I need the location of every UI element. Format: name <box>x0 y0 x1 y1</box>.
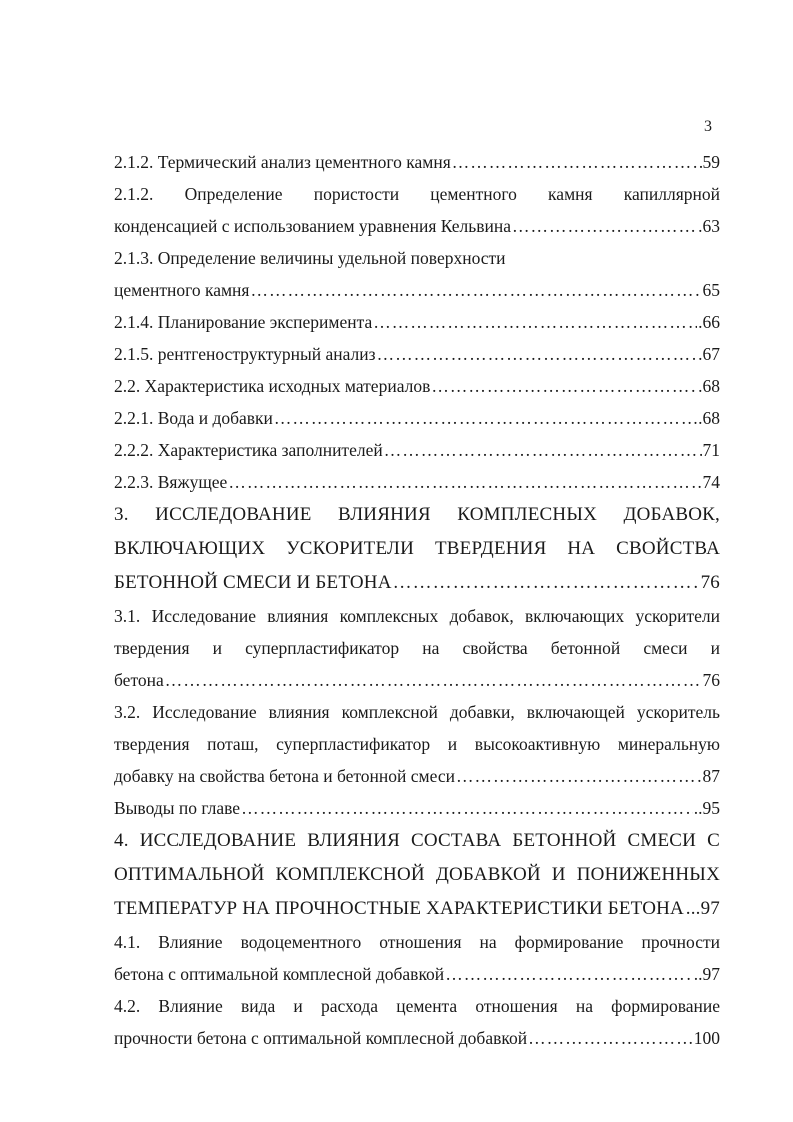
toc-entry-page: .63 <box>698 216 720 236</box>
page-number: 3 <box>704 118 712 135</box>
toc-entry-3-2-line: 3.2. Исследование влияния комплексной добавки, включающей ускоритель <box>114 702 720 722</box>
toc-entry-chapter-4[interactable] <box>114 892 720 926</box>
toc-entry-3-1[interactable] <box>114 664 720 696</box>
dot-leader <box>241 792 693 824</box>
toc-entry-page: 65 <box>702 280 720 300</box>
toc-entry-title: 2.2.1. Вода и добавки <box>114 408 273 428</box>
toc-entry-3-2[interactable] <box>114 760 720 792</box>
toc-entry-surface-line <box>114 242 720 274</box>
toc-entry-title: БЕТОННОЙ СМЕСИ И БЕТОНА <box>114 572 392 593</box>
toc-entry-3-2-line: твердения поташ, суперпластификатор и высокоактивную минеральную <box>114 734 720 754</box>
toc-entry-porosity-line: 2.1.2. Определение пористости цементного камня капиллярной <box>114 184 720 204</box>
chapter-4-heading-line: 4. ИССЛЕДОВАНИЕ ВЛИЯНИЯ СОСТАВА БЕТОННОЙ СМЕСИ С <box>114 830 720 851</box>
dot-leader <box>431 370 697 402</box>
toc-entry-porosity[interactable] <box>114 210 720 242</box>
toc-entry-title: цементного камня <box>114 280 250 300</box>
toc-entry-4-2[interactable] <box>114 1022 720 1054</box>
dot-leader <box>228 466 701 498</box>
toc-entry-binder[interactable] <box>114 466 720 498</box>
toc-entry-page: 74 <box>702 472 720 492</box>
dot-leader <box>384 434 702 466</box>
chapter-4-heading-line: ОПТИМАЛЬНОЙ КОМПЛЕКСНОЙ ДОБАВКОЙ И ПОНИЖЕННЫХ <box>114 864 720 885</box>
toc-entry-page: ..95 <box>693 798 720 818</box>
dot-leader <box>528 1022 693 1054</box>
toc-entry-page: .67 <box>698 344 720 364</box>
dot-leader <box>377 338 698 370</box>
table-of-contents <box>114 146 720 1054</box>
toc-entry-title: 2.1.5. рентгеноструктурный анализ <box>114 344 376 364</box>
toc-entry-page: 76 <box>700 572 720 593</box>
chapter-3-heading-line: ВКЛЮЧАЮЩИХ УСКОРИТЕЛИ ТВЕРДЕНИЯ НА СВОЙСТВА <box>114 538 720 559</box>
toc-entry-page: .66 <box>698 312 720 332</box>
toc-entry-title: бетона <box>114 670 164 690</box>
toc-entry-title: 2.2.2. Характеристика заполнителей <box>114 440 383 460</box>
dot-leader <box>393 566 700 600</box>
toc-entry-4-1[interactable] <box>114 958 720 990</box>
toc-entry-title: конденсацией с использованием уравнения Кельвина <box>114 216 511 236</box>
toc-entry-page: 100 <box>693 1028 720 1048</box>
toc-entry-xray-analysis[interactable] <box>114 338 720 370</box>
toc-entry-page: 87 <box>702 766 720 786</box>
toc-entry-4-2-line: 4.2. Влияние вида и расхода цемента отношения на формирование <box>114 996 720 1016</box>
toc-entry-title: Выводы по главе <box>114 798 241 818</box>
toc-entry-surface[interactable] <box>114 274 720 306</box>
toc-entry-page: .68 <box>698 408 720 428</box>
dot-leader <box>274 402 697 434</box>
toc-entry-3-1-line: твердения и суперпластификатор на свойства бетонной смеси и <box>114 638 720 658</box>
toc-entry-page: 59 <box>702 152 720 172</box>
toc-entry-water-additives[interactable] <box>114 402 720 434</box>
toc-entry-materials[interactable] <box>114 370 720 402</box>
dot-leader <box>452 146 702 178</box>
dot-leader <box>250 274 701 306</box>
toc-entry-4-1-line: 4.1. Влияние водоцементного отношения на формирование прочности <box>114 932 720 952</box>
toc-entry-page: ..97 <box>693 964 720 984</box>
toc-entry-thermal-analysis[interactable] <box>114 146 720 178</box>
toc-entry-page: 76 <box>702 670 720 690</box>
toc-entry-page: ..97 <box>690 898 720 919</box>
dot-leader <box>165 664 702 696</box>
toc-entry-aggregates[interactable] <box>114 434 720 466</box>
toc-entry-title: 2.1.2. Термический анализ цементного камня <box>114 152 451 172</box>
toc-entry-page: 71 <box>702 440 720 460</box>
dot-leader <box>456 760 702 792</box>
toc-entry-title: 2.2. Характеристика исходных материалов <box>114 376 431 396</box>
toc-entry-conclusions[interactable] <box>114 792 720 824</box>
dot-leader <box>685 892 690 926</box>
toc-entry-title: прочности бетона с оптимальной комплесной добавкой <box>114 1028 528 1048</box>
toc-entry-title: добавку на свойства бетона и бетонной смеси <box>114 766 455 786</box>
toc-entry-title: 2.1.4. Планирование эксперимента <box>114 312 373 332</box>
toc-entry-title: ТЕМПЕРАТУР НА ПРОЧНОСТНЫЕ ХАРАКТЕРИСТИКИ БЕТОНА <box>114 898 684 919</box>
toc-entry-page: .68 <box>698 376 720 396</box>
toc-entry-title: бетона с оптимальной комплесной добавкой <box>114 964 445 984</box>
dot-leader <box>445 958 693 990</box>
dot-leader <box>512 210 697 242</box>
toc-entry-3-1-line: 3.1. Исследование влияния комплексных добавок, включающих ускорители <box>114 606 720 626</box>
toc-entry-title: 2.2.3. Вяжущее <box>114 472 228 492</box>
chapter-3-heading-line: 3. ИССЛЕДОВАНИЕ ВЛИЯНИЯ КОМПЛЕСНЫХ ДОБАВОК, <box>114 504 720 525</box>
toc-entry-experiment-planning[interactable] <box>114 306 720 338</box>
toc-entry-line: 2.1.3. Определение величины удельной поверхности <box>114 248 506 268</box>
dot-leader <box>373 306 697 338</box>
toc-entry-chapter-3[interactable] <box>114 566 720 600</box>
